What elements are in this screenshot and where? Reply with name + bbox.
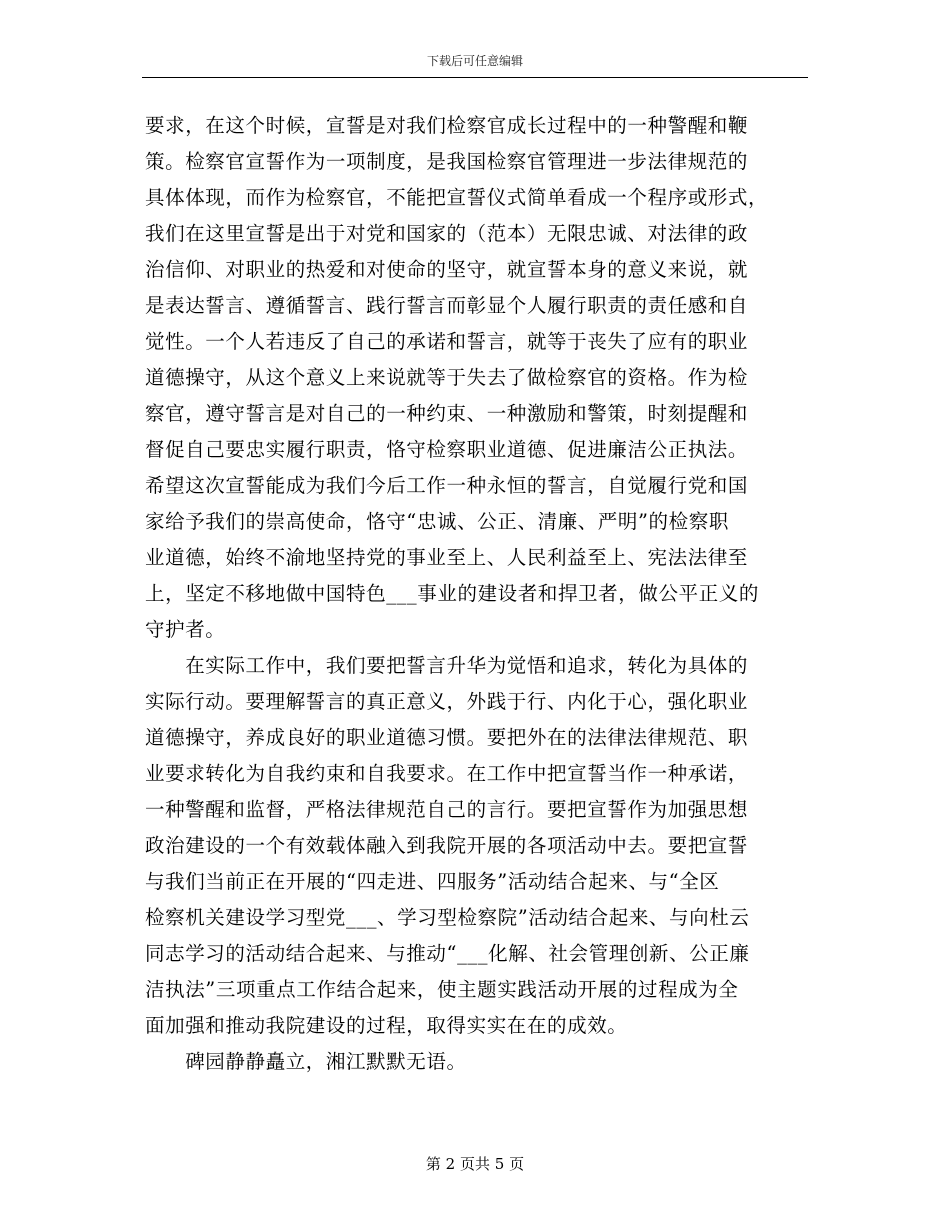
text-line: 在实际工作中，我们要把誓言升华为觉悟和追求，转化为具体的 xyxy=(145,654,749,677)
text-line: 实际行动。要理解誓言的真正意义，外践于行、内化于心，强化职业 xyxy=(145,690,749,713)
header-divider xyxy=(142,77,808,78)
text-line: 守护者。 xyxy=(145,618,226,641)
page-footer: 第 2 页共 5 页 xyxy=(425,1155,525,1173)
text-line: 上，坚定不移地做中国特色___事业的建设者和捍卫者，做公平正义的 xyxy=(145,582,759,605)
text-line: 一种警醒和监督，严格法律规范自己的言行。要把宣誓作为加强思想 xyxy=(145,798,749,821)
text-line: 觉性。一个人若违反了自己的承诺和誓言，就等于丧失了应有的职业 xyxy=(145,330,749,353)
text-line: 道德操守，养成良好的职业道德习惯。要把外在的法律法律规范、职 xyxy=(145,726,749,749)
text-line: 是表达誓言、遵循誓言、践行誓言而彰显个人履行职责的责任感和自 xyxy=(145,294,749,317)
text-line: 业要求转化为自我约束和自我要求。在工作中把宣誓当作一种承诺， xyxy=(145,762,749,785)
text-line: 家给予我们的崇高使命，恪守“忠诚、公正、清廉、严明”的检察职 xyxy=(145,510,729,533)
text-line: 碑园静静矗立，湘江默默无语。 xyxy=(145,1050,467,1073)
text-line: 政治建设的一个有效载体融入到我院开展的各项活动中去。要把宣誓 xyxy=(145,834,749,857)
text-line: 策。检察官宣誓作为一项制度，是我国检察官管理进一步法律规范的 xyxy=(145,150,749,173)
text-line: 业道德，始终不渝地坚持党的事业至上、人民利益至上、宪法法律至 xyxy=(145,546,749,569)
text-line: 面加强和推动我院建设的过程，取得实实在在的成效。 xyxy=(145,1014,628,1037)
text-line: 察官，遵守誓言是对自己的一种约束、一种激励和警策，时刻提醒和 xyxy=(145,402,749,425)
text-line: 检察机关建设学习型党___、学习型检察院”活动结合起来、与向杜云 xyxy=(145,906,750,929)
text-line: 具体体现，而作为检察官，不能把宣誓仪式简单看成一个程序或形式， xyxy=(145,186,769,209)
text-line: 要求，在这个时候，宣誓是对我们检察官成长过程中的一种警醒和鞭 xyxy=(145,114,749,137)
text-line: 督促自己要忠实履行职责，恪守检察职业道德、促进廉洁公正执法。 xyxy=(145,438,749,461)
text-line: 我们在这里宣誓是出于对党和国家的（范本）无限忠诚、对法律的政 xyxy=(145,222,749,245)
text-line: 与我们当前正在开展的“四走进、四服务”活动结合起来、与“全区 xyxy=(145,870,720,893)
page-header: 下载后可任意编辑 xyxy=(426,54,523,68)
text-line: 希望这次宣誓能成为我们今后工作一种永恒的誓言，自觉履行党和国 xyxy=(145,474,749,497)
text-line: 治信仰、对职业的热爱和对使命的坚守，就宣誓本身的意义来说，就 xyxy=(145,258,749,281)
text-line: 同志学习的活动结合起来、与推动“___化解、社会管理创新、公正廉 xyxy=(145,942,750,965)
text-line: 道德操守，从这个意义上来说就等于失去了做检察官的资格。作为检 xyxy=(145,366,749,389)
text-line: 洁执法”三项重点工作结合起来，使主题实践活动开展的过程成为全 xyxy=(145,978,739,1001)
body-text xyxy=(145,108,803,1080)
